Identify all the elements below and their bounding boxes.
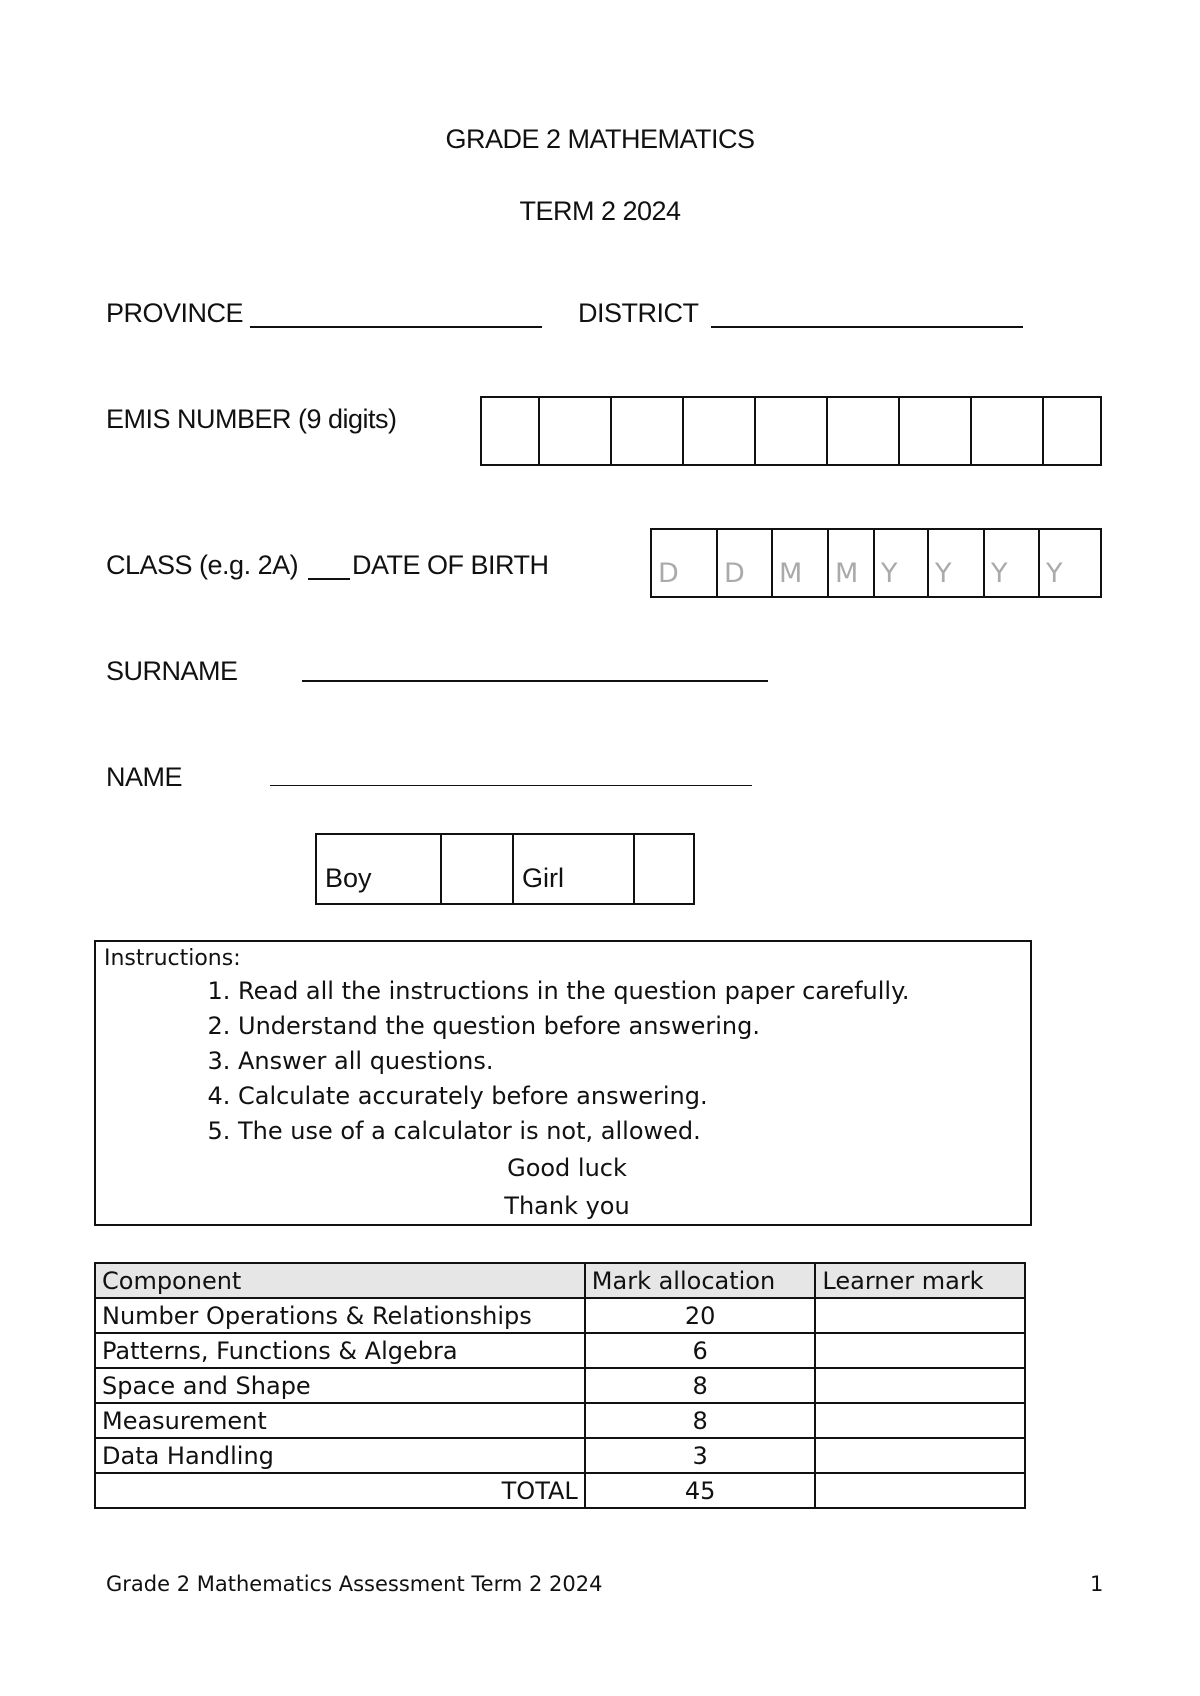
- district-label: DISTRICT: [578, 298, 699, 328]
- surname-label: SURNAME: [106, 656, 238, 686]
- column-header: Learner mark: [815, 1263, 1025, 1298]
- emis-digit-box[interactable]: [612, 398, 684, 464]
- emis-digit-box[interactable]: [900, 398, 972, 464]
- table-row: [95, 1438, 1025, 1473]
- good-luck-text: Good luck: [507, 1154, 627, 1182]
- component-cell: Number Operations & Relationships: [95, 1298, 585, 1333]
- component-cell: Space and Shape: [95, 1368, 585, 1403]
- column-header: Component: [95, 1263, 585, 1298]
- emis-digit-box[interactable]: [540, 398, 612, 464]
- class-field[interactable]: [308, 578, 350, 580]
- learner-mark-cell[interactable]: [815, 1438, 1025, 1473]
- dob-box[interactable]: Y: [875, 530, 929, 596]
- girl-checkbox[interactable]: [635, 835, 692, 903]
- page-number: 1: [1090, 1572, 1104, 1596]
- emis-digit-box[interactable]: [972, 398, 1044, 464]
- learner-total-cell[interactable]: [815, 1473, 1025, 1508]
- learner-mark-cell[interactable]: [815, 1368, 1025, 1403]
- gender-boxes: [315, 833, 695, 905]
- province-field[interactable]: [250, 326, 542, 328]
- dob-box[interactable]: Y: [985, 530, 1040, 596]
- instructions-list: [206, 974, 909, 1149]
- table-row: [95, 1368, 1025, 1403]
- table-header-row: [95, 1263, 1025, 1298]
- table-row: [95, 1403, 1025, 1438]
- emis-boxes: [480, 396, 1102, 466]
- learner-mark-cell[interactable]: [815, 1333, 1025, 1368]
- instructions-box: [94, 940, 1032, 1226]
- component-cell: Measurement: [95, 1403, 585, 1438]
- instruction-item: 5. The use of a calculator is not, allowed.: [238, 1114, 909, 1149]
- province-label: PROVINCE: [106, 298, 244, 328]
- column-header: Mark allocation: [585, 1263, 816, 1298]
- emis-digit-box[interactable]: [1044, 398, 1100, 464]
- emis-digit-box[interactable]: [828, 398, 900, 464]
- instruction-item: 1. Read all the instructions in the question paper carefully.: [238, 974, 909, 1009]
- total-label: TOTAL: [95, 1473, 585, 1508]
- table-row: [95, 1298, 1025, 1333]
- dob-boxes: [650, 528, 1102, 598]
- mark-allocation-cell: 8: [585, 1368, 816, 1403]
- dob-box[interactable]: D: [652, 530, 718, 596]
- dob-box[interactable]: D: [718, 530, 773, 596]
- girl-label: Girl: [514, 835, 635, 903]
- mark-allocation-cell: 3: [585, 1438, 816, 1473]
- thank-you-text: Thank you: [504, 1192, 630, 1220]
- name-field[interactable]: [270, 785, 752, 786]
- table-row: [95, 1333, 1025, 1368]
- learner-mark-cell[interactable]: [815, 1403, 1025, 1438]
- total-value: 45: [585, 1473, 816, 1508]
- emis-digit-box[interactable]: [482, 398, 540, 464]
- instruction-item: 2. Understand the question before answering.: [238, 1009, 909, 1044]
- boy-checkbox[interactable]: [442, 835, 514, 903]
- dob-box[interactable]: M: [829, 530, 875, 596]
- page-title: GRADE 2 MATHEMATICS: [445, 124, 755, 154]
- mark-allocation-cell: 6: [585, 1333, 816, 1368]
- learner-mark-cell[interactable]: [815, 1298, 1025, 1333]
- emis-label: EMIS NUMBER (9 digits): [106, 404, 397, 434]
- class-label: CLASS (e.g. 2A): [106, 550, 299, 580]
- instruction-item: 4. Calculate accurately before answering.: [238, 1079, 909, 1114]
- total-row: [95, 1473, 1025, 1508]
- instructions-heading: Instructions:: [104, 946, 241, 971]
- emis-digit-box[interactable]: [684, 398, 756, 464]
- dob-box[interactable]: Y: [929, 530, 985, 596]
- surname-field[interactable]: [302, 680, 768, 682]
- emis-digit-box[interactable]: [756, 398, 828, 464]
- mark-allocation-cell: 8: [585, 1403, 816, 1438]
- dob-box[interactable]: M: [773, 530, 829, 596]
- name-label: NAME: [106, 762, 183, 792]
- mark-allocation-cell: 20: [585, 1298, 816, 1333]
- component-cell: Data Handling: [95, 1438, 585, 1473]
- component-cell: Patterns, Functions & Algebra: [95, 1333, 585, 1368]
- marks-table: [94, 1262, 1026, 1509]
- boy-label: Boy: [317, 835, 442, 903]
- term-title: TERM 2 2024: [519, 196, 681, 226]
- dob-box[interactable]: Y: [1046, 558, 1063, 589]
- footer-text: Grade 2 Mathematics Assessment Term 2 2024: [106, 1572, 603, 1596]
- dob-label: DATE OF BIRTH: [352, 550, 549, 580]
- district-field[interactable]: [711, 326, 1023, 328]
- instruction-item: 3. Answer all questions.: [238, 1044, 909, 1079]
